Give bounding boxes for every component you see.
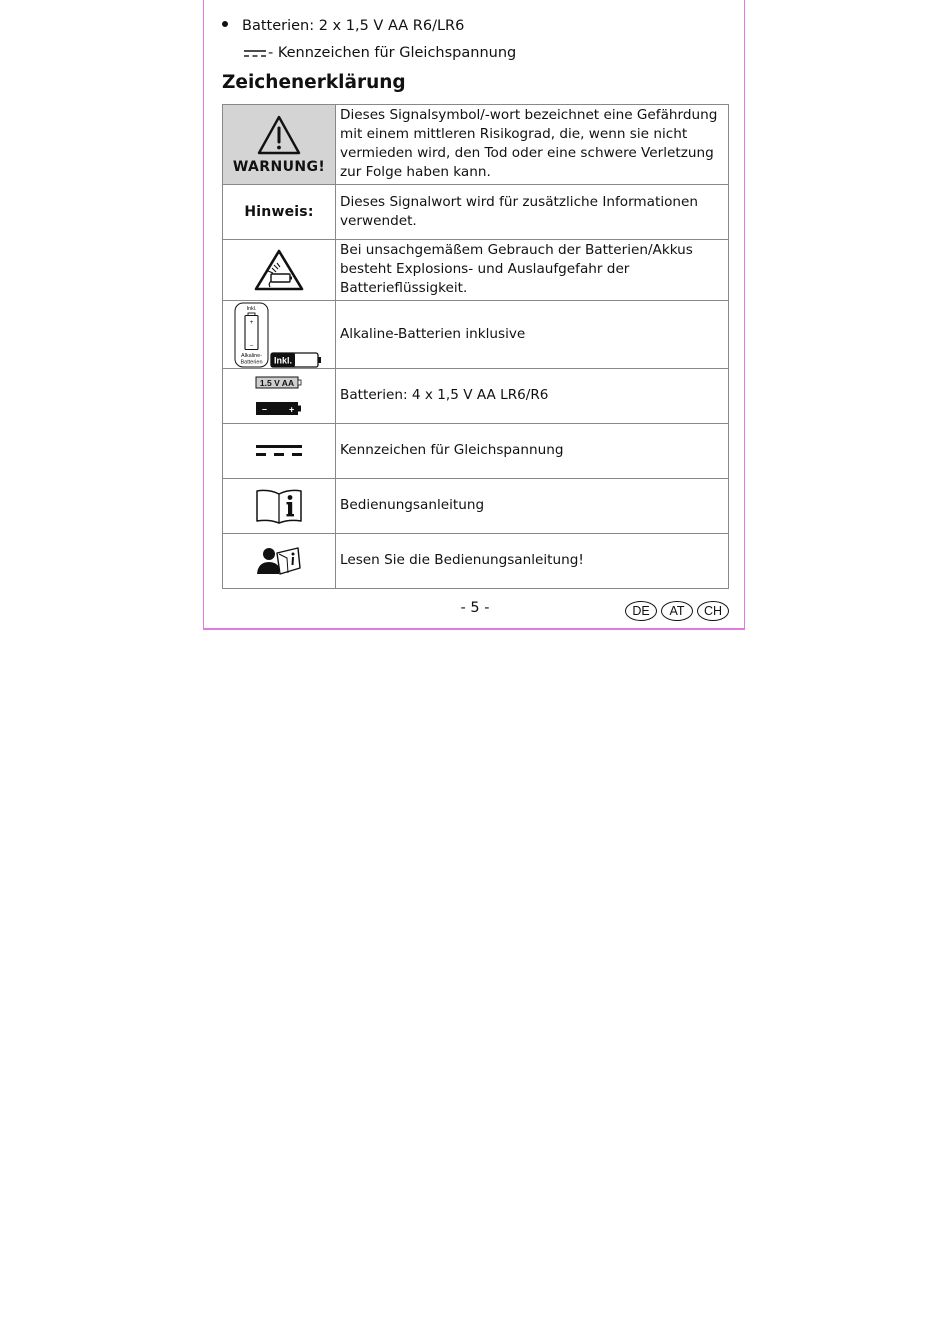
legend-row-manual [223, 479, 729, 534]
read-manual-description: Lesen Sie die Bedienungsanleitung! [336, 534, 729, 589]
batteries-description: Batterien: 4 x 1,5 V AA LR6/R6 [336, 369, 729, 424]
battery-hazard-symbol-cell [223, 240, 336, 301]
battery-hazard-description: Bei unsachgemäßem Gebrauch der Batterien/Akkus besteht Explosions- und Auslaufgefahr der Batterieflüssigkeit. [336, 240, 729, 301]
legend-row-warning [223, 105, 729, 185]
legend-row-battery-hazard [223, 240, 729, 301]
svg-text:–: – [249, 342, 254, 349]
manual-symbol-cell [223, 479, 336, 534]
alkaline-description: Alkaline-Batterien inklusive [336, 301, 729, 369]
read-manual-symbol-cell [223, 534, 336, 589]
bullet-dot [222, 21, 228, 27]
country-badge-ch: CH [697, 601, 729, 621]
svg-text:+: + [249, 318, 254, 326]
alkaline-battery-included-icon [233, 302, 325, 368]
symbol-legend-table [222, 104, 729, 589]
warning-description: Dieses Signalsymbol/-wort bezeichnet eine Gefährdung mit einem mittleren Risikograd, die, wenn sie nicht vermieden wird, den Tod oder eine schwere Verletzung zur Folge haben kann. [336, 105, 729, 185]
page-number: - 5 - [460, 600, 490, 616]
country-badge-at: AT [661, 601, 693, 621]
manual-book-icon [255, 487, 303, 525]
warning-triangle-icon [256, 114, 302, 156]
battery-hazard-icon [254, 249, 304, 291]
intro-bullet [222, 18, 464, 34]
warning-label: WARNUNG! [232, 159, 326, 175]
dc-voltage-mini-icon [244, 49, 266, 58]
alkaline-top-text: Inkl. [246, 305, 257, 312]
hint-label: Hinweis: [244, 203, 314, 220]
battery-label: 1.5 V AA [259, 378, 295, 388]
country-badge-de: DE [625, 601, 657, 621]
alkaline-caption-2: Batterien [240, 359, 263, 365]
aa-battery-icon [255, 374, 303, 418]
legend-row-hint [223, 185, 729, 240]
batteries-symbol-cell [223, 369, 336, 424]
legend-row-dc-voltage [223, 424, 729, 479]
alkaline-badge-text: Inkl. [273, 355, 293, 365]
intro-dc-line [244, 45, 516, 61]
legend-row-alkaline [223, 301, 729, 369]
manual-description: Bedienungsanleitung [336, 479, 729, 534]
section-heading: Zeichenerklärung [222, 72, 406, 93]
bullet-text: Batterien: 2 x 1,5 V AA R6/LR6 [242, 18, 465, 34]
hint-symbol-cell [223, 185, 336, 240]
dc-text: - Kennzeichen für Gleichspannung [268, 45, 517, 61]
legend-row-read-manual [223, 534, 729, 589]
legend-row-batteries [223, 369, 729, 424]
hint-description: Dieses Signalwort wird für zusätzliche Informationen verwendet. [336, 185, 729, 240]
dc-voltage-symbol-cell [223, 424, 336, 479]
svg-text:–: – [262, 404, 268, 414]
svg-text:+: + [289, 404, 295, 415]
alkaline-caption-1: Alkaline- [240, 352, 263, 359]
dc-voltage-description: Kennzeichen für Gleichspannung [336, 424, 729, 479]
warning-symbol-cell [223, 105, 336, 185]
read-manual-icon [257, 546, 301, 576]
dc-voltage-icon [255, 443, 303, 459]
alkaline-symbol-cell [223, 301, 336, 369]
